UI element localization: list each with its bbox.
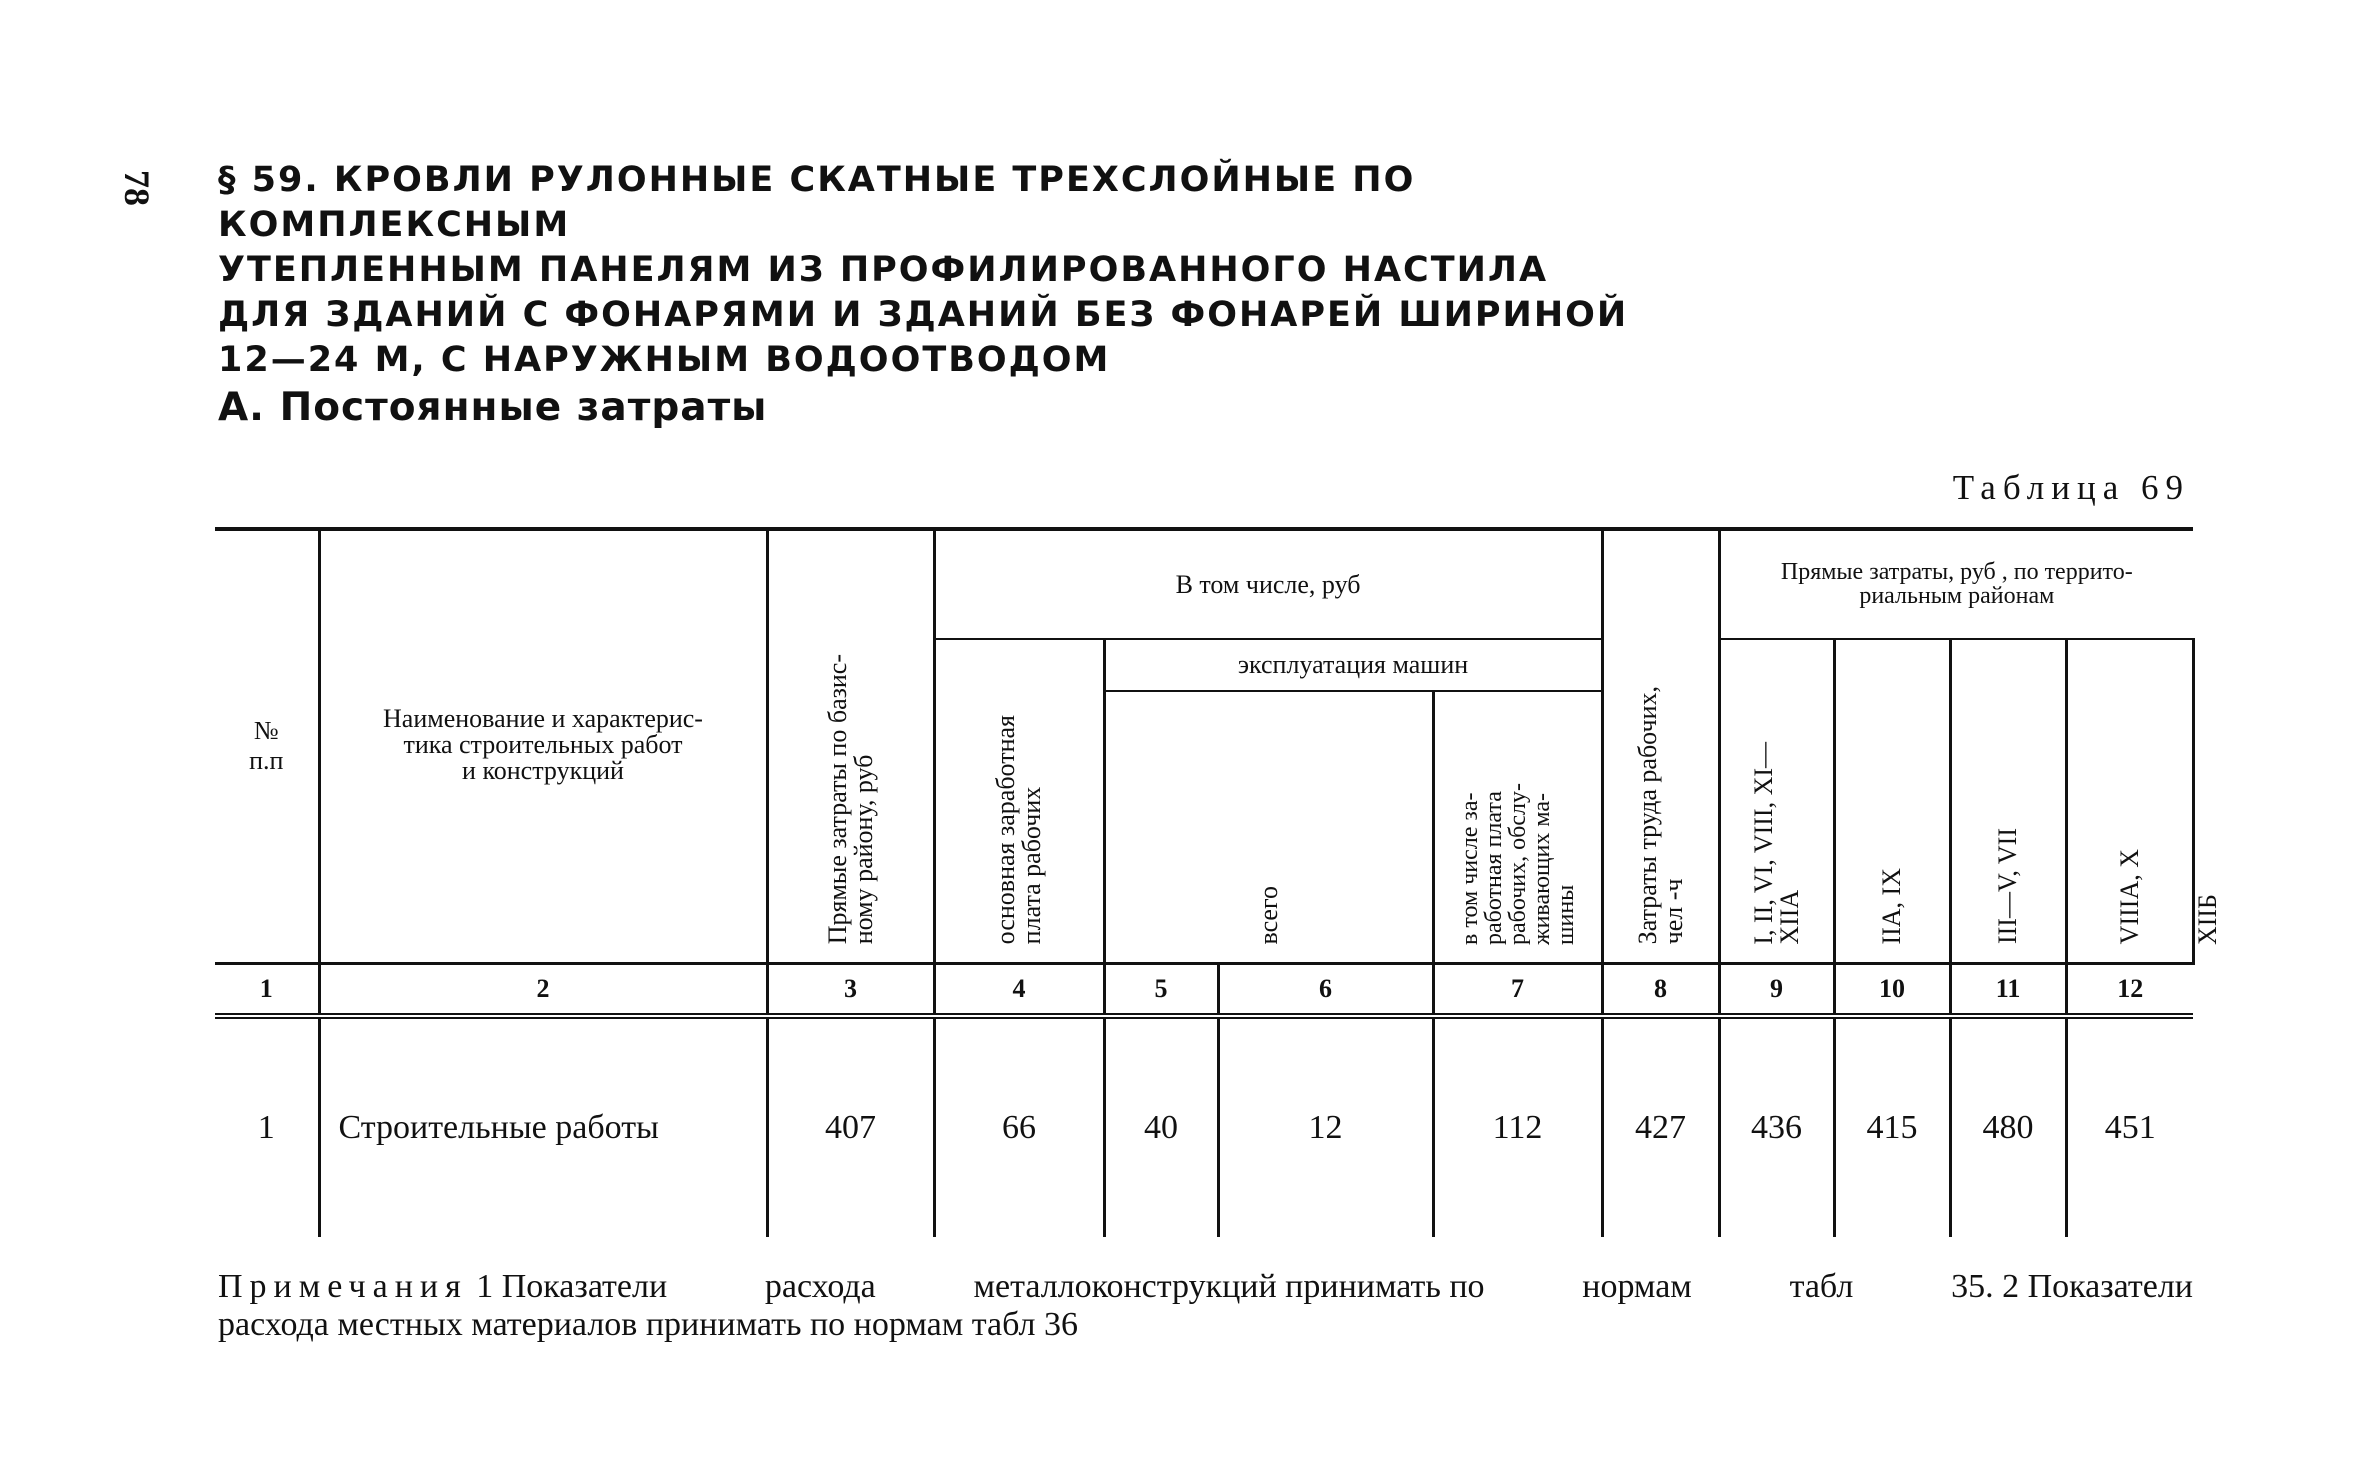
cell-wage: 66 (934, 1016, 1104, 1237)
header-including-group: В том числе, руб (934, 529, 1602, 639)
column-number: 6 (1218, 963, 1433, 1016)
cell-work-name: Строительные работы (319, 1016, 767, 1237)
notes (218, 1268, 2193, 1344)
cell-region-1: 427 (1602, 1016, 1719, 1237)
section-title (218, 158, 1718, 383)
header-regions-group: Прямые затраты, руб , по террито- риальным районам (1719, 529, 2193, 639)
section-title-line: УТЕПЛЕННЫМ ПАНЕЛЯМ ИЗ ПРОФИЛИРОВАННОГО НАСТИЛА (218, 250, 1549, 290)
column-number: 11 (1950, 963, 2066, 1016)
subsection-title: А. Постоянные затраты (218, 385, 768, 430)
column-numbers-row (215, 963, 2193, 1016)
header-machines-total: всего (1104, 691, 1433, 963)
cell-direct-base: 407 (767, 1016, 934, 1237)
header-machines-group: эксплуатация машин (1104, 639, 1602, 691)
cell-machines-total: 40 (1104, 1016, 1218, 1237)
column-number: 7 (1433, 963, 1602, 1016)
section-title-line: § 59. КРОВЛИ РУЛОННЫЕ СКАТНЫЕ ТРЕХСЛОЙНЫЕ ПО КОМПЛЕКСНЫМ (218, 160, 1416, 245)
cell-machines-wage: 12 (1218, 1016, 1433, 1237)
header-name: Наименование и характерис- тика строительных работ и конструкций (319, 529, 767, 963)
header-machines-wage: в том числе за- работная плата рабочих, обслу- живающих ма- шины (1433, 691, 1602, 963)
header-region-1: I, II, VI, VIII, XI— XIIА (1719, 639, 1834, 963)
notes-text: 35. 2 Показатели (1951, 1268, 2193, 1305)
header-wage: основная заработная плата рабочих (934, 639, 1104, 963)
header-no: № п.п (215, 529, 319, 963)
section-title-line: ДЛЯ ЗДАНИЙ С ФОНАРЯМИ И ЗДАНИЙ БЕЗ ФОНАРЕЙ ШИРИНОЙ (218, 295, 1629, 335)
header-labor: Затраты труда рабочих, чел -ч (1602, 529, 1719, 963)
header-region-4: VIIIА, X (2066, 639, 2193, 963)
notes-lead: Примечания (218, 1268, 468, 1305)
column-number: 1 (215, 963, 319, 1016)
notes-text: 1 Показатели (476, 1268, 668, 1305)
cell-region-3: 415 (1834, 1016, 1950, 1237)
notes-line: расхода местных материалов принимать по нормам табл 36 (218, 1306, 1079, 1343)
notes-text: расхода (764, 1268, 876, 1305)
header-direct-base: Прямые затраты по базис- ному району, руб (767, 529, 934, 963)
cell-region-5: 451 (2066, 1016, 2193, 1237)
notes-text: табл (1789, 1268, 1854, 1305)
cost-table: № п.п Наименование и характерис- тика строительных работ и конструкций Прямые затраты по базис- ному району, руб В том числе, руб Затраты труда рабочих, чел -ч Прямые затраты, руб , по террито- риальным районам основная заработная плата рабочих эксплуатация машин I, II, VI, VIII, XI— XIIА IIА, IX III—V, VII VIIIА, X XIIБ всего в том числе за- работная плата рабочих, обслу- живающих ма- шины 1 2 3 4 5 6 7 8 9 10 11 12 1 Строительные работы 407 66 40 12 112 427 436 415 480 451 (215, 527, 2193, 1237)
section-title-line: 12—24 М, С НАРУЖНЫМ ВОДООТВОДОМ (218, 340, 1111, 380)
cell-row-number: 1 (215, 1016, 319, 1237)
column-number: 5 (1104, 963, 1218, 1016)
notes-line1-start (218, 1268, 667, 1306)
column-number: 12 (2066, 963, 2193, 1016)
column-number: 9 (1719, 963, 1834, 1016)
notes-text: нормам (1582, 1268, 1692, 1305)
header-region-2: IIА, IX (1834, 639, 1950, 963)
column-number: 2 (319, 963, 767, 1016)
notes-text: металлоконструкций принимать по (973, 1268, 1485, 1305)
table-label: Таблица 69 (1952, 468, 2190, 507)
cell-labor: 112 (1433, 1016, 1602, 1237)
table-row (215, 1016, 2193, 1237)
column-number: 8 (1602, 963, 1719, 1016)
column-number: 4 (934, 963, 1104, 1016)
page-number: 78 (117, 170, 157, 206)
column-number: 3 (767, 963, 934, 1016)
header-region-3: III—V, VII (1950, 639, 2066, 963)
cell-region-4: 480 (1950, 1016, 2066, 1237)
cell-region-2: 436 (1719, 1016, 1834, 1237)
column-number: 10 (1834, 963, 1950, 1016)
notes-line (218, 1268, 2193, 1306)
